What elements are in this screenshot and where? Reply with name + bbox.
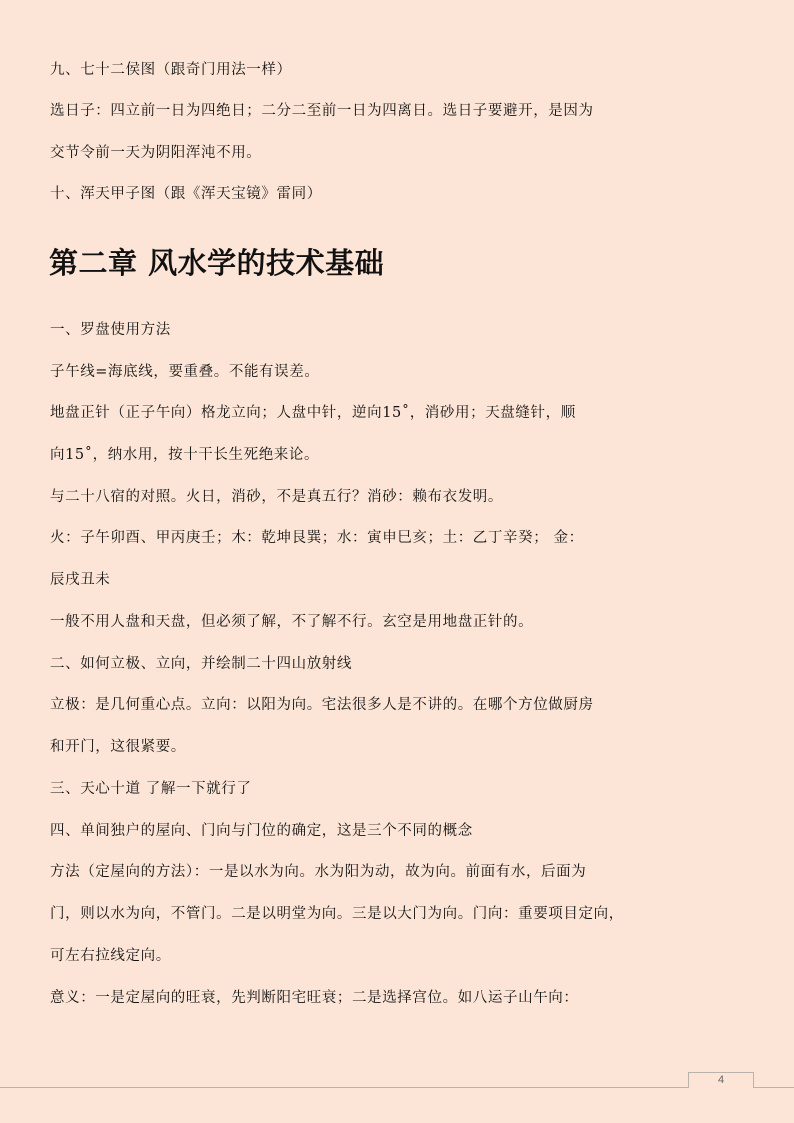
paragraph-line: 可左右拉线定向。 [50,948,171,964]
paragraph-line: 和开门，这很紧要。 [50,739,186,755]
paragraph-line: 交节令前一天为阴阳浑沌不用。 [50,145,262,161]
paragraph-line: 选日子：四立前一日为四绝日；二分二至前一日为四离日。选日子要避开，是因为 [50,103,594,119]
chapter-title: 第二章 风水学的技术基础 [49,246,385,280]
paragraph-line: 意义：一是定屋向的旺衰，先判断阳宅旺衰；二是选择宫位。如八运子山午向： [50,990,579,1006]
paragraph-line: 十、浑天甲子图（跟《浑天宝镜》雷同） [50,186,322,202]
paragraph-line: 向15˚，纳水用，按十干长生死绝来论。 [50,447,320,463]
paragraph-line: 方法（定屋向的方法）：一是以水为向。水为阳为动，故为向。前面有水，后面为 [50,864,587,880]
section-heading: 三、天心十道 了解一下就行了 [50,781,252,797]
page-number: 4 [688,1072,754,1088]
section-heading: 四、单间独户的屋向、门向与门位的确定，这是三个不同的概念 [50,823,473,839]
paragraph-line: 与二十八宿的对照。火日，消砂，不是真五行？消砂：赖布衣发明。 [50,489,503,505]
paragraph-line: 火：子午卯酉、甲丙庚壬；木：乾坤艮巽；水：寅申巳亥；土：乙丁辛癸； 金： [50,530,584,546]
section-heading: 二、如何立极、立向，并绘制二十四山放射线 [50,656,352,672]
paragraph-line: 子午线=海底线，要重叠。不能有误差。 [50,364,320,380]
footer-divider [0,1087,794,1088]
paragraph-line: 一般不用人盘和天盘，但必须了解，不了解不行。玄空是用地盘正针的。 [50,614,534,630]
paragraph-line: 辰戌丑未 [50,572,111,588]
paragraph-line: 门，则以水为向，不管门。二是以明堂为向。三是以大门为向。门向：重要项目定向， [50,906,624,922]
paragraph-line: 九、七十二侯图（跟奇门用法一样） [50,62,292,78]
paragraph-line: 立极：是几何重心点。立向：以阳为向。宅法很多人是不讲的。在哪个方位做厨房 [50,697,594,713]
paragraph-line: 地盘正针（正子午向）格龙立向；人盘中针，逆向15˚，消砂用；天盘缝针，顺 [50,405,576,421]
section-heading: 一、罗盘使用方法 [50,322,171,338]
